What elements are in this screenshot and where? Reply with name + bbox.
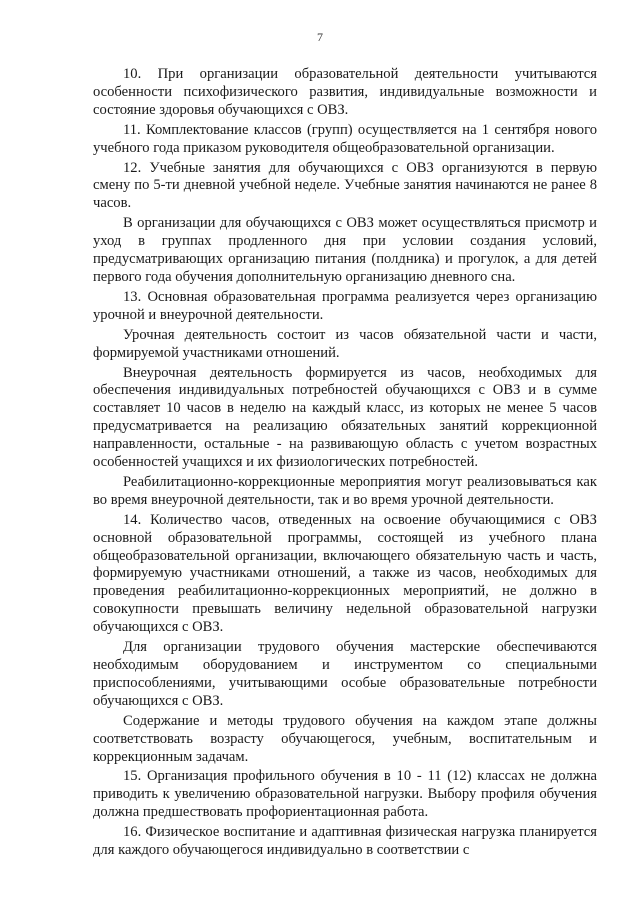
paragraph-extracurricular: Внеурочная деятельность формируется из часов, необходимых для обеспечения индивидуальных потребностей обучающихся с ОВЗ и в сумме составляет 10 часов в неделю на каждый класс, из которых не менее 5 часов предусматривается на реализацию обязательных занятий коррекционной направленности, остальные - на развивающую область с учетом возрастных особенностей учащихся и их физиологических потребностей. (93, 364, 597, 471)
paragraph-lesson-activity: Урочная деятельность состоит из часов обязательной части и части, формируемой участниками отношений. (93, 326, 597, 361)
document-body (93, 66, 597, 862)
paragraph-11: 11. Комплектование классов (групп) осуществляется на 1 сентября нового учебного года приказом руководителя общеобразовательной организации. (93, 121, 597, 156)
page-number: 7 (317, 30, 323, 44)
paragraph-rehabilitation: Реабилитационно-коррекционные мероприятия могут реализовываться как во время внеурочной деятельности, так и во время урочной деятельности. (93, 473, 597, 508)
paragraph-12: 12. Учебные занятия для обучающихся с ОВЗ организуются в первую смену по 5-ти дневной учебной неделе. Учебные занятия начинаются не ранее 8 часов. (93, 159, 597, 212)
paragraph-13: 13. Основная образовательная программа реализуется через организацию урочной и внеурочной деятельности. (93, 288, 597, 323)
paragraph-15: 15. Организация профильного обучения в 10 - 11 (12) классах не должна приводить к увеличению образовательной нагрузки. Выбору профиля обучения должна предшествовать профориентационная работа. (93, 768, 597, 821)
paragraph-16: 16. Физическое воспитание и адаптивная физическая нагрузка планируется для каждого обучающегося индивидуально в соответствии с (93, 824, 597, 859)
paragraph-supervision: В организации для обучающихся с ОВЗ может осуществляться присмотр и уход в группах продленного дня при условии создания условий, предусматривающих организацию питания (полдника) и прогулок, а для детей первого года обучения дополнительную организацию дневного сна. (93, 215, 597, 285)
paragraph-10: 10. При организации образовательной деятельности учитываются особенности психофизического развития, индивидуальные возможности и состояние здоровья обучающихся с ОВЗ. (93, 66, 597, 118)
paragraph-14: 14. Количество часов, отведенных на освоение обучающимися с ОВЗ основной образовательной программы, состоящей из учебного плана общеобразовательной организации, включающего обязательную часть и часть, формируемую участниками отношений, а также из часов, необходимых для проведения реабилитационно-коррекционных мероприятий, не должно в совокупности превышать величину недельной образовательной нагрузки обучающихся с ОВЗ. (93, 511, 597, 636)
paragraph-labor-methods: Содержание и методы трудового обучения на каждом этапе должны соответствовать возрасту обучающегося, учебным, воспитательным и коррекционным задачам. (93, 712, 597, 765)
paragraph-workshops: Для организации трудового обучения мастерские обеспечиваются необходимым оборудованием и инструментом со специальными приспособлениями, учитывающими особые образовательные потребности обучающихся с ОВЗ. (93, 639, 597, 709)
